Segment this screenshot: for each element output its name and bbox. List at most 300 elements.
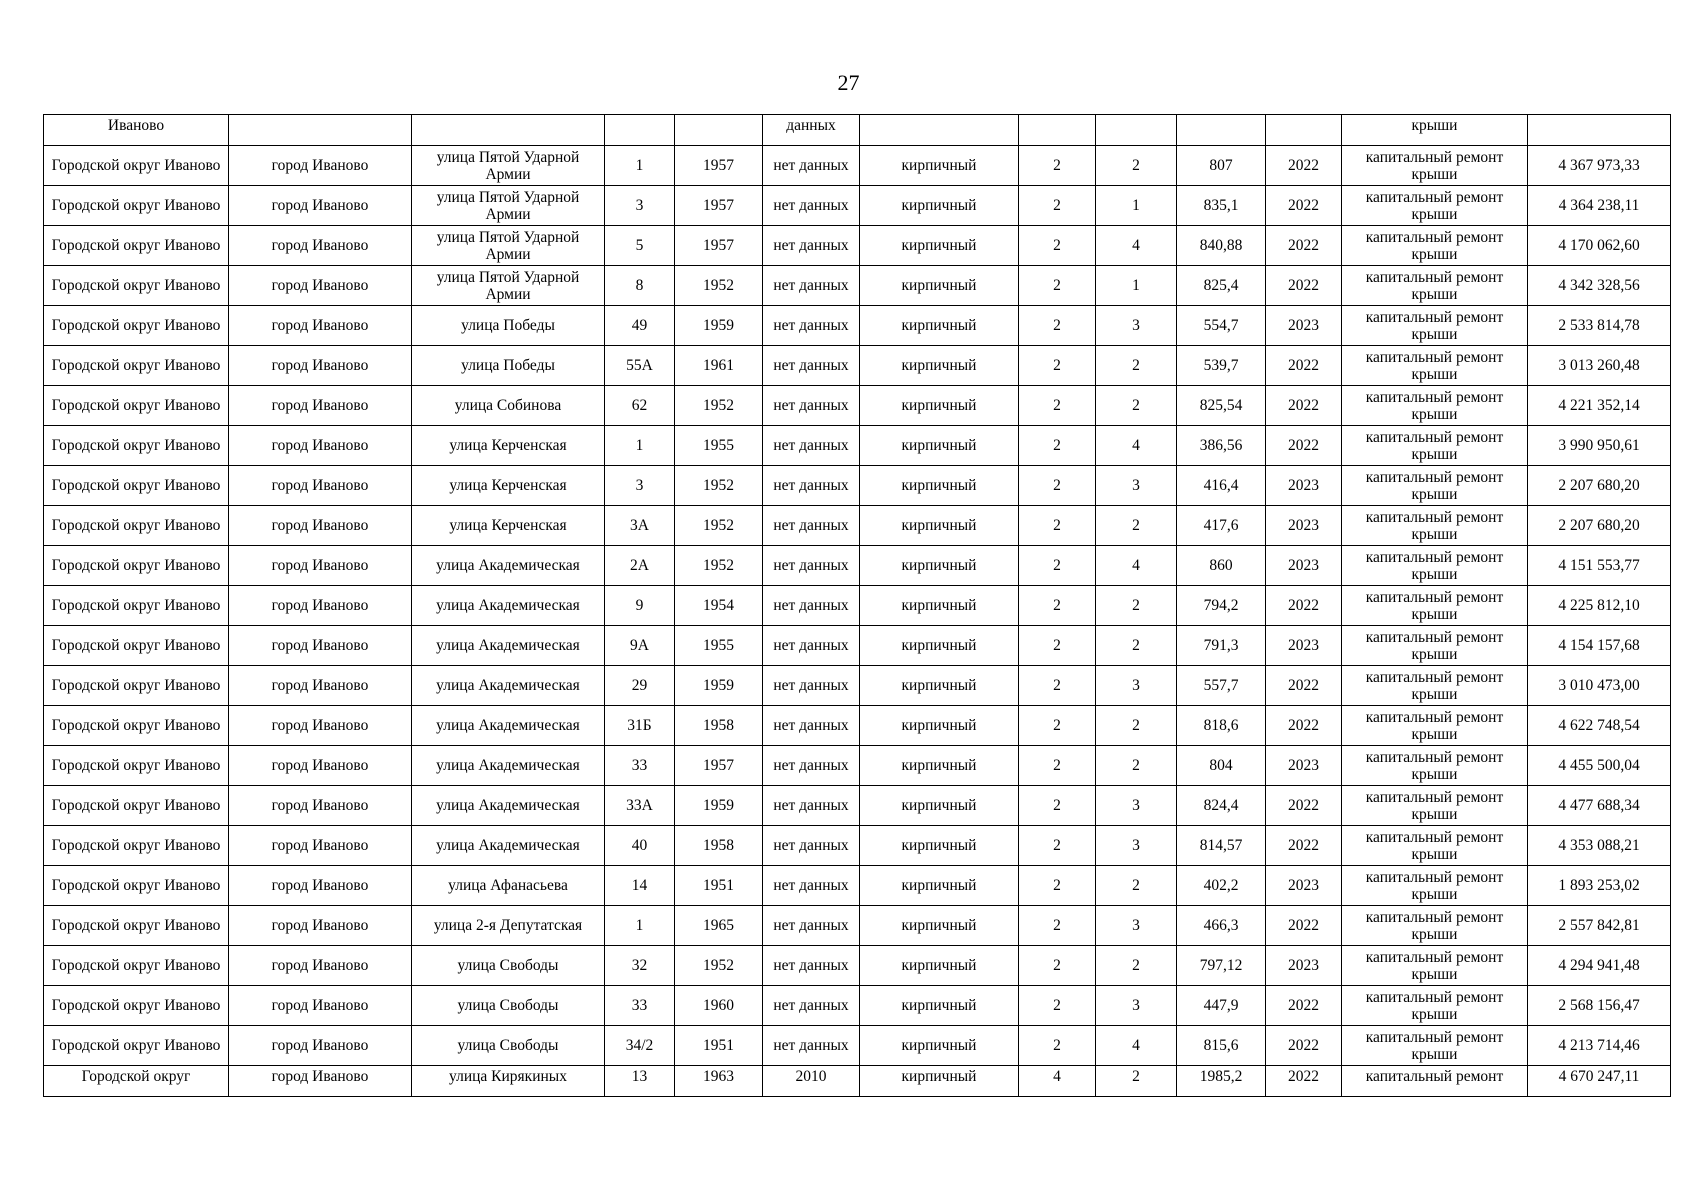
cell-text: 2022	[1288, 397, 1319, 414]
wall-material-cell	[860, 226, 1019, 266]
cell-text: 2022	[1288, 1037, 1319, 1054]
entrances-cell	[1096, 186, 1177, 226]
settlement-cell	[229, 946, 412, 986]
cell-text: улица Академическая	[436, 837, 580, 854]
cell-text: капитальный ремонт крыши	[1365, 748, 1504, 783]
cell-text: кирпичный	[901, 597, 977, 614]
cell-text: Городской округ Иваново	[51, 557, 221, 574]
cell-text: кирпичный	[901, 157, 977, 174]
table-row	[44, 586, 1671, 626]
municipality-cell	[44, 506, 229, 546]
cell-text: 554,7	[1203, 317, 1239, 334]
cell-text: 2010	[795, 1068, 827, 1085]
cell-text: город Иваново	[271, 357, 369, 374]
cell-text: капитальный ремонт крыши	[1365, 708, 1504, 743]
house-number-cell	[605, 666, 675, 706]
planned-year-cell	[1266, 306, 1342, 346]
planned-year-cell	[1266, 586, 1342, 626]
cell-text: кирпичный	[901, 837, 977, 854]
cell-text: кирпичный	[901, 637, 977, 654]
work-type-cell	[1342, 506, 1528, 546]
cell-text: 2	[1053, 997, 1061, 1014]
municipality-cell	[44, 946, 229, 986]
wall-material-cell	[860, 946, 1019, 986]
house-number-cell	[605, 906, 675, 946]
municipality-cell	[44, 226, 229, 266]
cell-text: 8	[635, 277, 644, 294]
cell-text: 2	[1053, 237, 1061, 254]
planned-year-cell	[1266, 626, 1342, 666]
cost-cell	[1528, 146, 1671, 186]
cell-text: кирпичный	[901, 317, 977, 334]
cell-text: кирпичный	[901, 1037, 977, 1054]
cell-text: 2	[1132, 717, 1140, 734]
floors-cell	[1019, 186, 1096, 226]
settlement-cell	[229, 306, 412, 346]
floors-cell	[1019, 115, 1096, 146]
area-cell	[1177, 426, 1266, 466]
cell-text: 466,3	[1203, 917, 1239, 934]
planned-year-cell	[1266, 506, 1342, 546]
street-cell	[412, 866, 605, 906]
cell-text: Городской округ	[81, 1068, 191, 1085]
year-built-cell	[675, 466, 763, 506]
cell-text: Городской округ Иваново	[51, 437, 221, 454]
year-built-cell	[675, 626, 763, 666]
cell-text: 804	[1209, 757, 1233, 774]
street-cell	[412, 1066, 605, 1097]
table-row	[44, 226, 1671, 266]
floors-cell	[1019, 466, 1096, 506]
cell-text: кирпичный	[901, 397, 977, 414]
cell-text: 33	[631, 997, 648, 1014]
cell-text: 4 225 812,10	[1558, 597, 1640, 614]
table-row	[44, 186, 1671, 226]
cell-text: 2022	[1288, 797, 1319, 814]
cell-text: город Иваново	[271, 197, 369, 214]
entrances-cell	[1096, 586, 1177, 626]
settlement-cell	[229, 1066, 412, 1097]
cell-text: 824,4	[1203, 797, 1239, 814]
cell-text: 5	[635, 237, 644, 254]
street-cell	[412, 546, 605, 586]
wall-material-cell	[860, 666, 1019, 706]
cell-text: город Иваново	[271, 957, 369, 974]
wall-material-cell	[860, 506, 1019, 546]
area-cell	[1177, 1066, 1266, 1097]
cost-cell	[1528, 226, 1671, 266]
cell-text: город Иваново	[271, 797, 369, 814]
cost-cell	[1528, 826, 1671, 866]
municipality-cell	[44, 986, 229, 1026]
floors-cell	[1019, 346, 1096, 386]
cell-text: 1963	[703, 1068, 734, 1085]
street-cell	[412, 986, 605, 1026]
cell-text: 814,57	[1199, 837, 1243, 854]
cell-text: улица Пятой Ударной Армии	[436, 148, 580, 183]
cell-text: улица Академическая	[436, 677, 580, 694]
house-number-cell	[605, 186, 675, 226]
municipality-cell	[44, 906, 229, 946]
cell-text: Городской округ Иваново	[51, 317, 221, 334]
cell-text: Иваново	[107, 117, 165, 134]
cell-text: кирпичный	[901, 517, 977, 534]
cell-text: Городской округ Иваново	[51, 277, 221, 294]
work-type-cell	[1342, 866, 1528, 906]
cell-text: город Иваново	[271, 1068, 369, 1085]
cell-text: кирпичный	[901, 797, 977, 814]
last-overhaul-year-cell	[763, 866, 860, 906]
cell-text: 1	[1132, 197, 1140, 214]
work-type-cell	[1342, 626, 1528, 666]
cell-text: кирпичный	[901, 197, 977, 214]
cell-text: кирпичный	[901, 717, 977, 734]
house-number-cell	[605, 626, 675, 666]
planned-year-cell	[1266, 666, 1342, 706]
work-type-cell	[1342, 386, 1528, 426]
house-number-cell	[605, 266, 675, 306]
planned-year-cell	[1266, 826, 1342, 866]
cell-text: нет данных	[773, 237, 849, 254]
area-cell	[1177, 586, 1266, 626]
last-overhaul-year-cell	[763, 626, 860, 666]
floors-cell	[1019, 426, 1096, 466]
year-built-cell	[675, 746, 763, 786]
cell-text: 2023	[1288, 477, 1319, 494]
planned-year-cell	[1266, 186, 1342, 226]
cell-text: нет данных	[773, 557, 849, 574]
cell-text: 791,3	[1203, 637, 1239, 654]
table-row	[44, 866, 1671, 906]
cell-text: 2022	[1288, 717, 1319, 734]
table-row	[44, 346, 1671, 386]
work-type-cell	[1342, 146, 1528, 186]
house-number-cell	[605, 786, 675, 826]
cell-text: 3 013 260,48	[1558, 357, 1640, 374]
cell-text: 3	[635, 197, 644, 214]
street-cell	[412, 426, 605, 466]
cell-text: 2	[1053, 797, 1061, 814]
street-cell	[412, 826, 605, 866]
area-cell	[1177, 626, 1266, 666]
planned-year-cell	[1266, 986, 1342, 1026]
cell-text: 40	[631, 837, 648, 854]
cell-text: нет данных	[773, 957, 849, 974]
cell-text: 2 207 680,20	[1558, 517, 1640, 534]
cell-text: 2	[1053, 957, 1061, 974]
cell-text: город Иваново	[271, 557, 369, 574]
cell-text: 4 367 973,33	[1558, 157, 1640, 174]
cell-text: улица Свободы	[457, 957, 559, 974]
last-overhaul-year-cell	[763, 706, 860, 746]
municipality-cell	[44, 1026, 229, 1066]
table-row	[44, 946, 1671, 986]
cell-text: кирпичный	[901, 477, 977, 494]
year-built-cell	[675, 115, 763, 146]
wall-material-cell	[860, 1026, 1019, 1066]
cell-text: 4 622 748,54	[1558, 717, 1640, 734]
settlement-cell	[229, 906, 412, 946]
last-overhaul-year-cell	[763, 786, 860, 826]
area-cell	[1177, 986, 1266, 1026]
work-type-cell	[1342, 826, 1528, 866]
cell-text: город Иваново	[271, 517, 369, 534]
area-cell	[1177, 506, 1266, 546]
cell-text: 825,4	[1203, 277, 1239, 294]
cell-text: кирпичный	[901, 677, 977, 694]
cell-text: 4 151 553,77	[1558, 557, 1640, 574]
cost-cell	[1528, 946, 1671, 986]
municipality-cell	[44, 706, 229, 746]
cell-text: Городской округ Иваново	[51, 517, 221, 534]
cell-text: 2	[1132, 397, 1140, 414]
cell-text: 402,2	[1203, 877, 1239, 894]
entrances-cell	[1096, 426, 1177, 466]
wall-material-cell	[860, 306, 1019, 346]
cell-text: капитальный ремонт крыши	[1365, 628, 1504, 663]
municipality-cell	[44, 866, 229, 906]
area-cell	[1177, 115, 1266, 146]
entrances-cell	[1096, 746, 1177, 786]
wall-material-cell	[860, 546, 1019, 586]
cost-cell	[1528, 1066, 1671, 1097]
floors-cell	[1019, 826, 1096, 866]
cell-text: нет данных	[773, 637, 849, 654]
buildings-table	[43, 114, 1671, 1097]
year-built-cell	[675, 986, 763, 1026]
cell-text: нет данных	[773, 1037, 849, 1054]
planned-year-cell	[1266, 266, 1342, 306]
wall-material-cell	[860, 426, 1019, 466]
cost-cell	[1528, 386, 1671, 426]
cell-text: капитальный ремонт крыши	[1365, 188, 1504, 223]
cell-text: улица Академическая	[436, 797, 580, 814]
year-built-cell	[675, 346, 763, 386]
cell-text: улица Кирякиных	[449, 1068, 567, 1085]
cell-text: 2023	[1288, 757, 1319, 774]
house-number-cell	[605, 946, 675, 986]
cell-text: город Иваново	[271, 1037, 369, 1054]
cell-text: 4 455 500,04	[1558, 757, 1640, 774]
entrances-cell	[1096, 346, 1177, 386]
cell-text: 2	[1132, 357, 1140, 374]
planned-year-cell	[1266, 906, 1342, 946]
cell-text: 1957	[703, 197, 734, 214]
cell-text: 1955	[703, 637, 734, 654]
cell-text: 4	[1132, 437, 1140, 454]
cell-text: улица Академическая	[436, 717, 580, 734]
last-overhaul-year-cell	[763, 826, 860, 866]
cell-text: улица Собинова	[454, 397, 562, 414]
settlement-cell	[229, 506, 412, 546]
floors-cell	[1019, 266, 1096, 306]
cell-text: 4 477 688,34	[1558, 797, 1640, 814]
cell-text: 4	[1132, 1037, 1140, 1054]
floors-cell	[1019, 386, 1096, 426]
cell-text: кирпичный	[901, 997, 977, 1014]
settlement-cell	[229, 786, 412, 826]
area-cell	[1177, 746, 1266, 786]
work-type-cell	[1342, 1066, 1528, 1097]
cell-text: 2023	[1288, 517, 1319, 534]
house-number-cell	[605, 146, 675, 186]
cell-text: Городской округ Иваново	[51, 877, 221, 894]
cell-text: капитальный ремонт крыши	[1365, 228, 1504, 263]
settlement-cell	[229, 626, 412, 666]
cell-text: 1952	[703, 957, 734, 974]
cell-text: нет данных	[773, 197, 849, 214]
area-cell	[1177, 306, 1266, 346]
year-built-cell	[675, 786, 763, 826]
cell-text: 2022	[1288, 437, 1319, 454]
cell-text: 1951	[703, 877, 734, 894]
street-cell	[412, 386, 605, 426]
floors-cell	[1019, 666, 1096, 706]
year-built-cell	[675, 386, 763, 426]
table-row	[44, 306, 1671, 346]
municipality-cell	[44, 826, 229, 866]
cell-text: 1951	[703, 1037, 734, 1054]
cell-text: 1	[635, 157, 644, 174]
planned-year-cell	[1266, 746, 1342, 786]
last-overhaul-year-cell	[763, 226, 860, 266]
year-built-cell	[675, 546, 763, 586]
house-number-cell	[605, 546, 675, 586]
house-number-cell	[605, 1066, 675, 1097]
cell-text: нет данных	[773, 837, 849, 854]
table-row	[44, 906, 1671, 946]
cell-text: 3	[1132, 797, 1140, 814]
cell-text: капитальный ремонт крыши	[1365, 588, 1504, 623]
cell-text: 1952	[703, 277, 734, 294]
planned-year-cell	[1266, 1066, 1342, 1097]
work-type-cell	[1342, 115, 1528, 146]
cell-text: город Иваново	[271, 597, 369, 614]
floors-cell	[1019, 506, 1096, 546]
cell-text: 2А	[630, 557, 649, 574]
street-cell	[412, 306, 605, 346]
cell-text: 4 294 941,48	[1558, 957, 1640, 974]
settlement-cell	[229, 586, 412, 626]
municipality-cell	[44, 746, 229, 786]
entrances-cell	[1096, 626, 1177, 666]
work-type-cell	[1342, 1026, 1528, 1066]
cell-text: 2022	[1288, 677, 1319, 694]
floors-cell	[1019, 906, 1096, 946]
entrances-cell	[1096, 986, 1177, 1026]
cell-text: город Иваново	[271, 997, 369, 1014]
house-number-cell	[605, 346, 675, 386]
cell-text: 2	[1053, 357, 1061, 374]
table-row	[44, 746, 1671, 786]
cell-text: улица Керченская	[449, 517, 567, 534]
planned-year-cell	[1266, 866, 1342, 906]
cell-text: улица 2-я Депутатская	[433, 917, 583, 934]
year-built-cell	[675, 506, 763, 546]
cell-text: Городской округ Иваново	[51, 197, 221, 214]
table-row	[44, 666, 1671, 706]
cell-text: улица Пятой Ударной Армии	[436, 188, 580, 223]
work-type-cell	[1342, 666, 1528, 706]
area-cell	[1177, 946, 1266, 986]
year-built-cell	[675, 906, 763, 946]
cell-text: 2022	[1288, 237, 1319, 254]
house-number-cell	[605, 986, 675, 1026]
cell-text: 1959	[703, 797, 734, 814]
cell-text: капитальный ремонт крыши	[1365, 428, 1504, 463]
house-number-cell	[605, 706, 675, 746]
year-built-cell	[675, 426, 763, 466]
cell-text: город Иваново	[271, 317, 369, 334]
cell-text: 860	[1209, 557, 1233, 574]
wall-material-cell	[860, 986, 1019, 1026]
entrances-cell	[1096, 946, 1177, 986]
cell-text: нет данных	[773, 397, 849, 414]
cost-cell	[1528, 986, 1671, 1026]
cell-text: кирпичный	[901, 877, 977, 894]
cell-text: улица Свободы	[457, 997, 559, 1014]
cell-text: капитальный ремонт крыши	[1365, 268, 1504, 303]
cell-text: нет данных	[773, 717, 849, 734]
cell-text: 557,7	[1203, 677, 1239, 694]
cell-text: Городской округ Иваново	[51, 357, 221, 374]
year-built-cell	[675, 146, 763, 186]
entrances-cell	[1096, 386, 1177, 426]
entrances-cell	[1096, 666, 1177, 706]
cell-text: капитальный ремонт крыши	[1365, 308, 1504, 343]
house-number-cell	[605, 866, 675, 906]
settlement-cell	[229, 546, 412, 586]
planned-year-cell	[1266, 706, 1342, 746]
cell-text: улица Академическая	[436, 757, 580, 774]
street-cell	[412, 115, 605, 146]
cell-text: 2	[1132, 957, 1140, 974]
cell-text: 4 353 088,21	[1558, 837, 1640, 854]
cell-text: 2	[1132, 757, 1140, 774]
settlement-cell	[229, 426, 412, 466]
municipality-cell	[44, 466, 229, 506]
cell-text: 2 533 814,78	[1558, 317, 1640, 334]
cell-text: 2022	[1288, 197, 1319, 214]
cell-text: кирпичный	[901, 277, 977, 294]
last-overhaul-year-cell	[763, 115, 860, 146]
wall-material-cell	[860, 866, 1019, 906]
cell-text: нет данных	[773, 157, 849, 174]
cell-text: 3	[1132, 917, 1140, 934]
floors-cell	[1019, 226, 1096, 266]
cell-text: 1961	[703, 357, 734, 374]
cost-cell	[1528, 1026, 1671, 1066]
cell-text: 4 170 062,60	[1558, 237, 1640, 254]
floors-cell	[1019, 306, 1096, 346]
area-cell	[1177, 1026, 1266, 1066]
cell-text: 2023	[1288, 957, 1319, 974]
cell-text: 1959	[703, 677, 734, 694]
cell-text: 3	[635, 477, 644, 494]
cell-text: данных	[786, 117, 836, 134]
cell-text: нет данных	[773, 517, 849, 534]
work-type-cell	[1342, 226, 1528, 266]
cell-text: 1958	[703, 837, 734, 854]
cell-text: 3	[1132, 677, 1140, 694]
cell-text: 14	[631, 877, 648, 894]
work-type-cell	[1342, 426, 1528, 466]
cell-text: город Иваново	[271, 277, 369, 294]
cell-text: капитальный ремонт крыши	[1365, 988, 1504, 1023]
cell-text: нет данных	[773, 757, 849, 774]
cell-text: город Иваново	[271, 157, 369, 174]
year-built-cell	[675, 226, 763, 266]
